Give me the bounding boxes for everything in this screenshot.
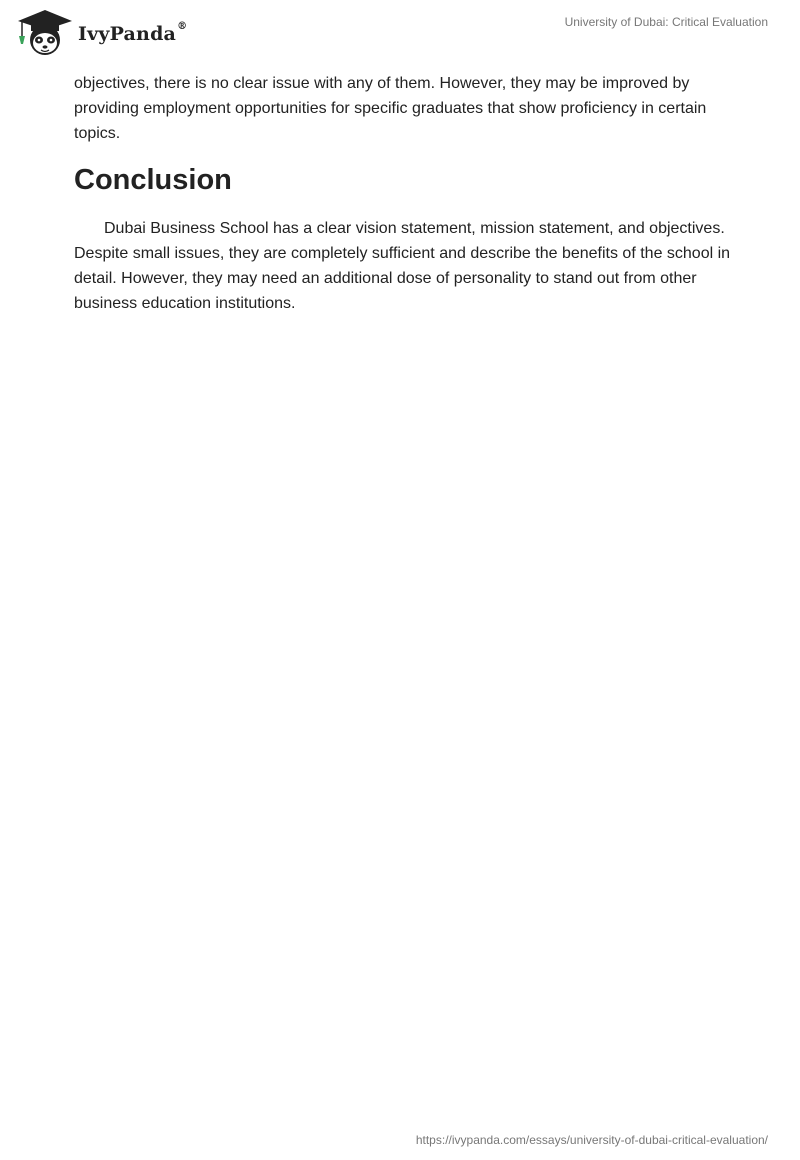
- section-heading-conclusion: Conclusion: [74, 164, 232, 196]
- brand-name: IvyPanda: [78, 23, 177, 45]
- footer-source-link[interactable]: https://ivypanda.com/essays/university-of-dubai-critical-evaluation/: [415, 1133, 768, 1147]
- brand-wordmark: [78, 23, 187, 45]
- paragraph-conclusion: Dubai Business School has a clear vision statement, mission statement, and objectives. Despite small issues, they are completely sufficient and describe the benefits of the school in detail. However, they may need an additional dose of personality to stand out from other business education institutions.: [74, 220, 731, 312]
- document-body: [74, 71, 734, 316]
- registered-mark: ®: [177, 21, 188, 32]
- ivypanda-logo[interactable]: [16, 8, 187, 58]
- panda-graduate-icon: [16, 8, 74, 58]
- paragraph-continued: objectives, there is no clear issue with any of them. However, they may be improved by providing employment opportunities for specific graduates that show proficiency in certain topics.: [74, 75, 707, 142]
- running-title: University of Dubai: Critical Evaluation: [564, 15, 768, 29]
